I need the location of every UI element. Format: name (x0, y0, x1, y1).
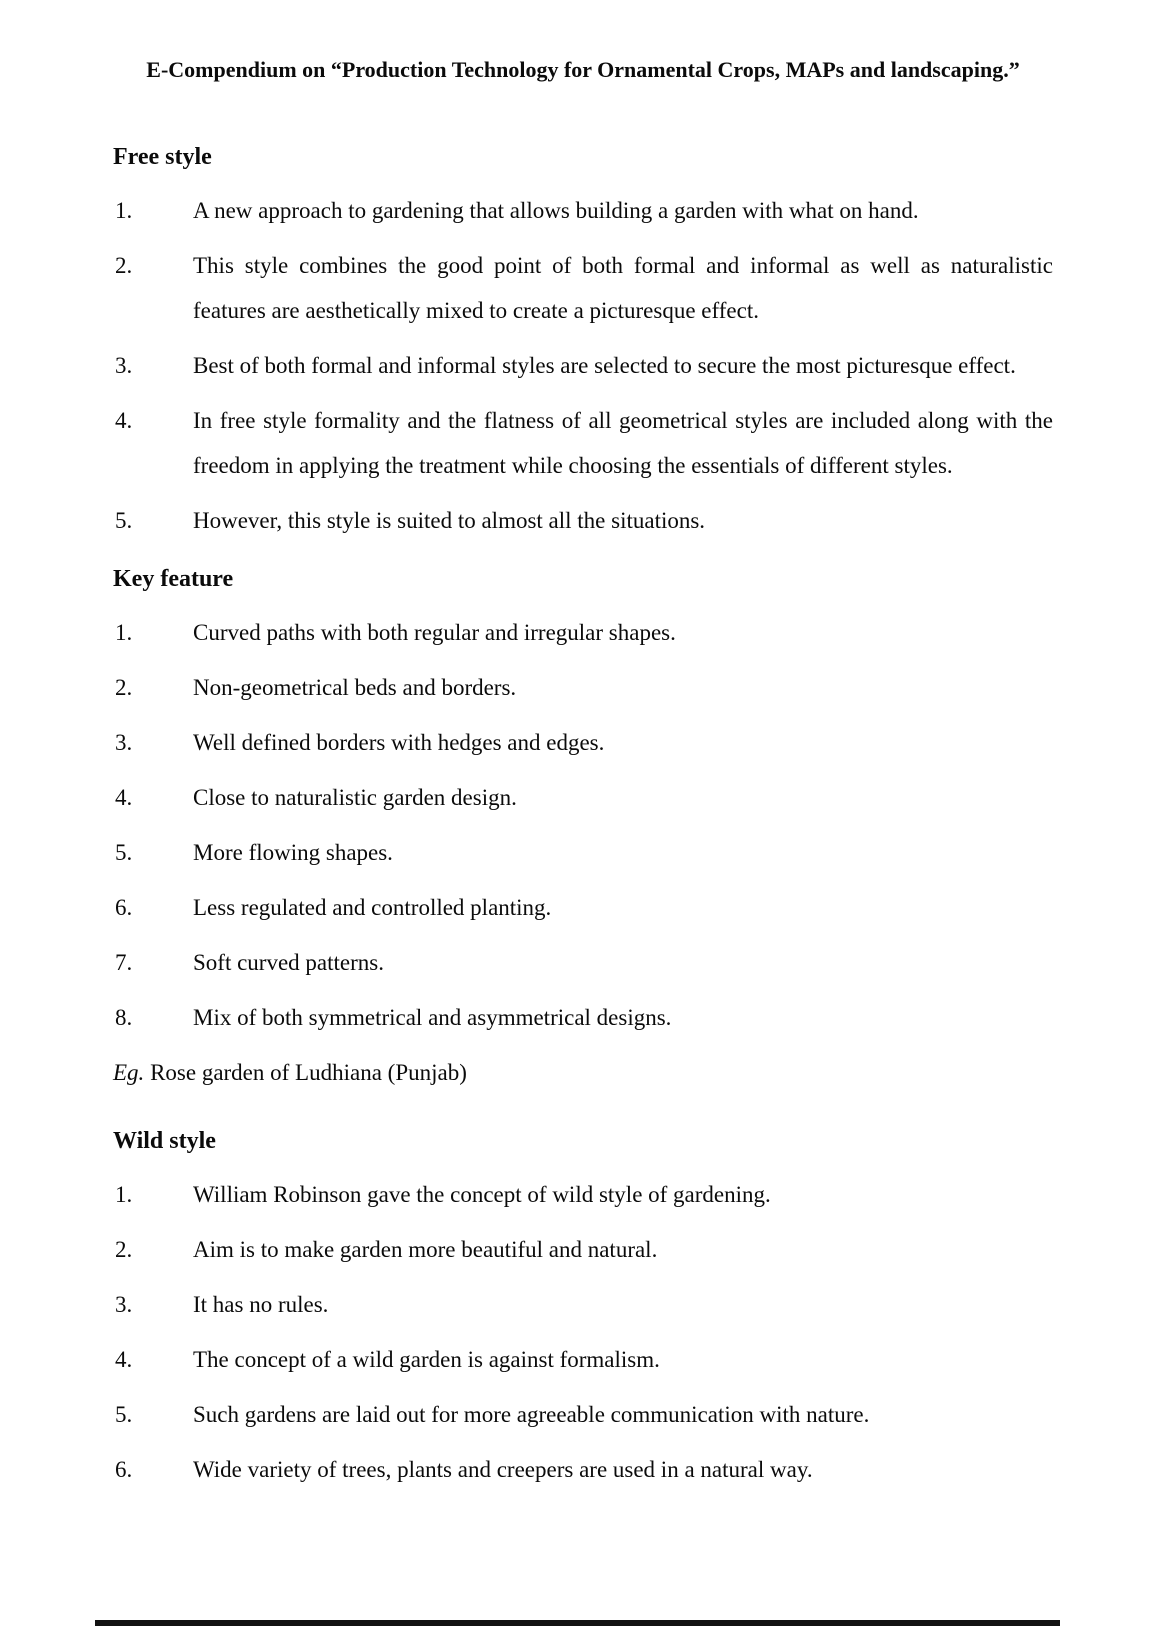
section-heading-wild-style: Wild style (113, 1128, 216, 1154)
item-number: 3. (115, 1292, 133, 1317)
list-item (113, 1172, 1053, 1217)
item-number: 1. (115, 620, 133, 645)
list-item (113, 498, 1053, 543)
list-item (113, 830, 1053, 875)
list-item (113, 665, 1053, 710)
item-text: Wide variety of trees, plants and creepers are used in a natural way. (193, 1457, 813, 1482)
item-text: Curved paths with both regular and irregular shapes. (193, 620, 676, 645)
list-item (113, 940, 1053, 985)
item-number: 1. (115, 198, 133, 223)
item-text: Non-geometrical beds and borders. (193, 675, 517, 700)
list-item (113, 1282, 1053, 1327)
item-number: 6. (115, 1457, 133, 1482)
item-number: 2. (115, 1237, 133, 1262)
example-text: Rose garden of Ludhiana (Punjab) (150, 1060, 467, 1085)
section-heading-free-style: Free style (113, 144, 212, 170)
example-label: Eg. (113, 1060, 145, 1085)
item-text: William Robinson gave the concept of wild style of gardening. (193, 1182, 771, 1207)
example-line (113, 1050, 1053, 1095)
item-text: Aim is to make garden more beautiful and natural. (193, 1237, 658, 1262)
item-number: 4. (115, 1347, 133, 1372)
item-number: 7. (115, 950, 133, 975)
item-text: Well defined borders with hedges and edges. (193, 730, 605, 755)
item-number: 2. (115, 675, 133, 700)
item-number: 3. (115, 730, 133, 755)
list-item (113, 343, 1053, 388)
item-text: The concept of a wild garden is against formalism. (193, 1347, 660, 1372)
item-text: Soft curved patterns. (193, 950, 384, 975)
item-number: 8. (115, 1005, 133, 1030)
item-text: Less regulated and controlled planting. (193, 895, 552, 920)
item-text: However, this style is suited to almost all the situations. (193, 508, 706, 533)
list-item (113, 720, 1053, 765)
list-item (113, 1392, 1053, 1437)
list-item (113, 398, 1053, 488)
item-number: 3. (115, 353, 133, 378)
item-number: 1. (115, 1182, 133, 1207)
list-item (113, 1447, 1053, 1492)
item-text: It has no rules. (193, 1292, 329, 1317)
list-item (113, 1337, 1053, 1382)
item-text: Close to naturalistic garden design. (193, 785, 517, 810)
list-item (113, 188, 1053, 233)
item-text: In free style formality and the flatness of all geometrical styles are included along with the freedom in applying the treatment while choosing the essentials of different styles. (193, 408, 1053, 478)
item-text: A new approach to gardening that allows building a garden with what on hand. (193, 198, 919, 223)
item-number: 6. (115, 895, 133, 920)
item-number: 4. (115, 785, 133, 810)
item-number: 5. (115, 1402, 133, 1427)
list-item (113, 243, 1053, 333)
item-text: This style combines the good point of both formal and informal as well as naturalistic features are aesthetically mixed to create a picturesque effect. (193, 253, 1053, 323)
item-number: 2. (115, 253, 133, 278)
section-heading-key-feature: Key feature (113, 566, 234, 592)
list-item (113, 1227, 1053, 1272)
scan-artifact-bar (95, 1620, 1060, 1626)
document-header: E-Compendium on “Production Technology for Ornamental Crops, MAPs and landscaping.” (146, 57, 1020, 82)
item-number: 5. (115, 508, 133, 533)
item-number: 4. (115, 408, 133, 433)
list-item (113, 885, 1053, 930)
item-text: More flowing shapes. (193, 840, 393, 865)
list-item (113, 610, 1053, 655)
item-text: Best of both formal and informal styles are selected to secure the most picturesque effect. (193, 353, 1016, 378)
item-text: Mix of both symmetrical and asymmetrical designs. (193, 1005, 672, 1030)
item-number: 5. (115, 840, 133, 865)
list-item (113, 995, 1053, 1040)
item-text: Such gardens are laid out for more agreeable communication with nature. (193, 1402, 870, 1427)
list-item (113, 775, 1053, 820)
